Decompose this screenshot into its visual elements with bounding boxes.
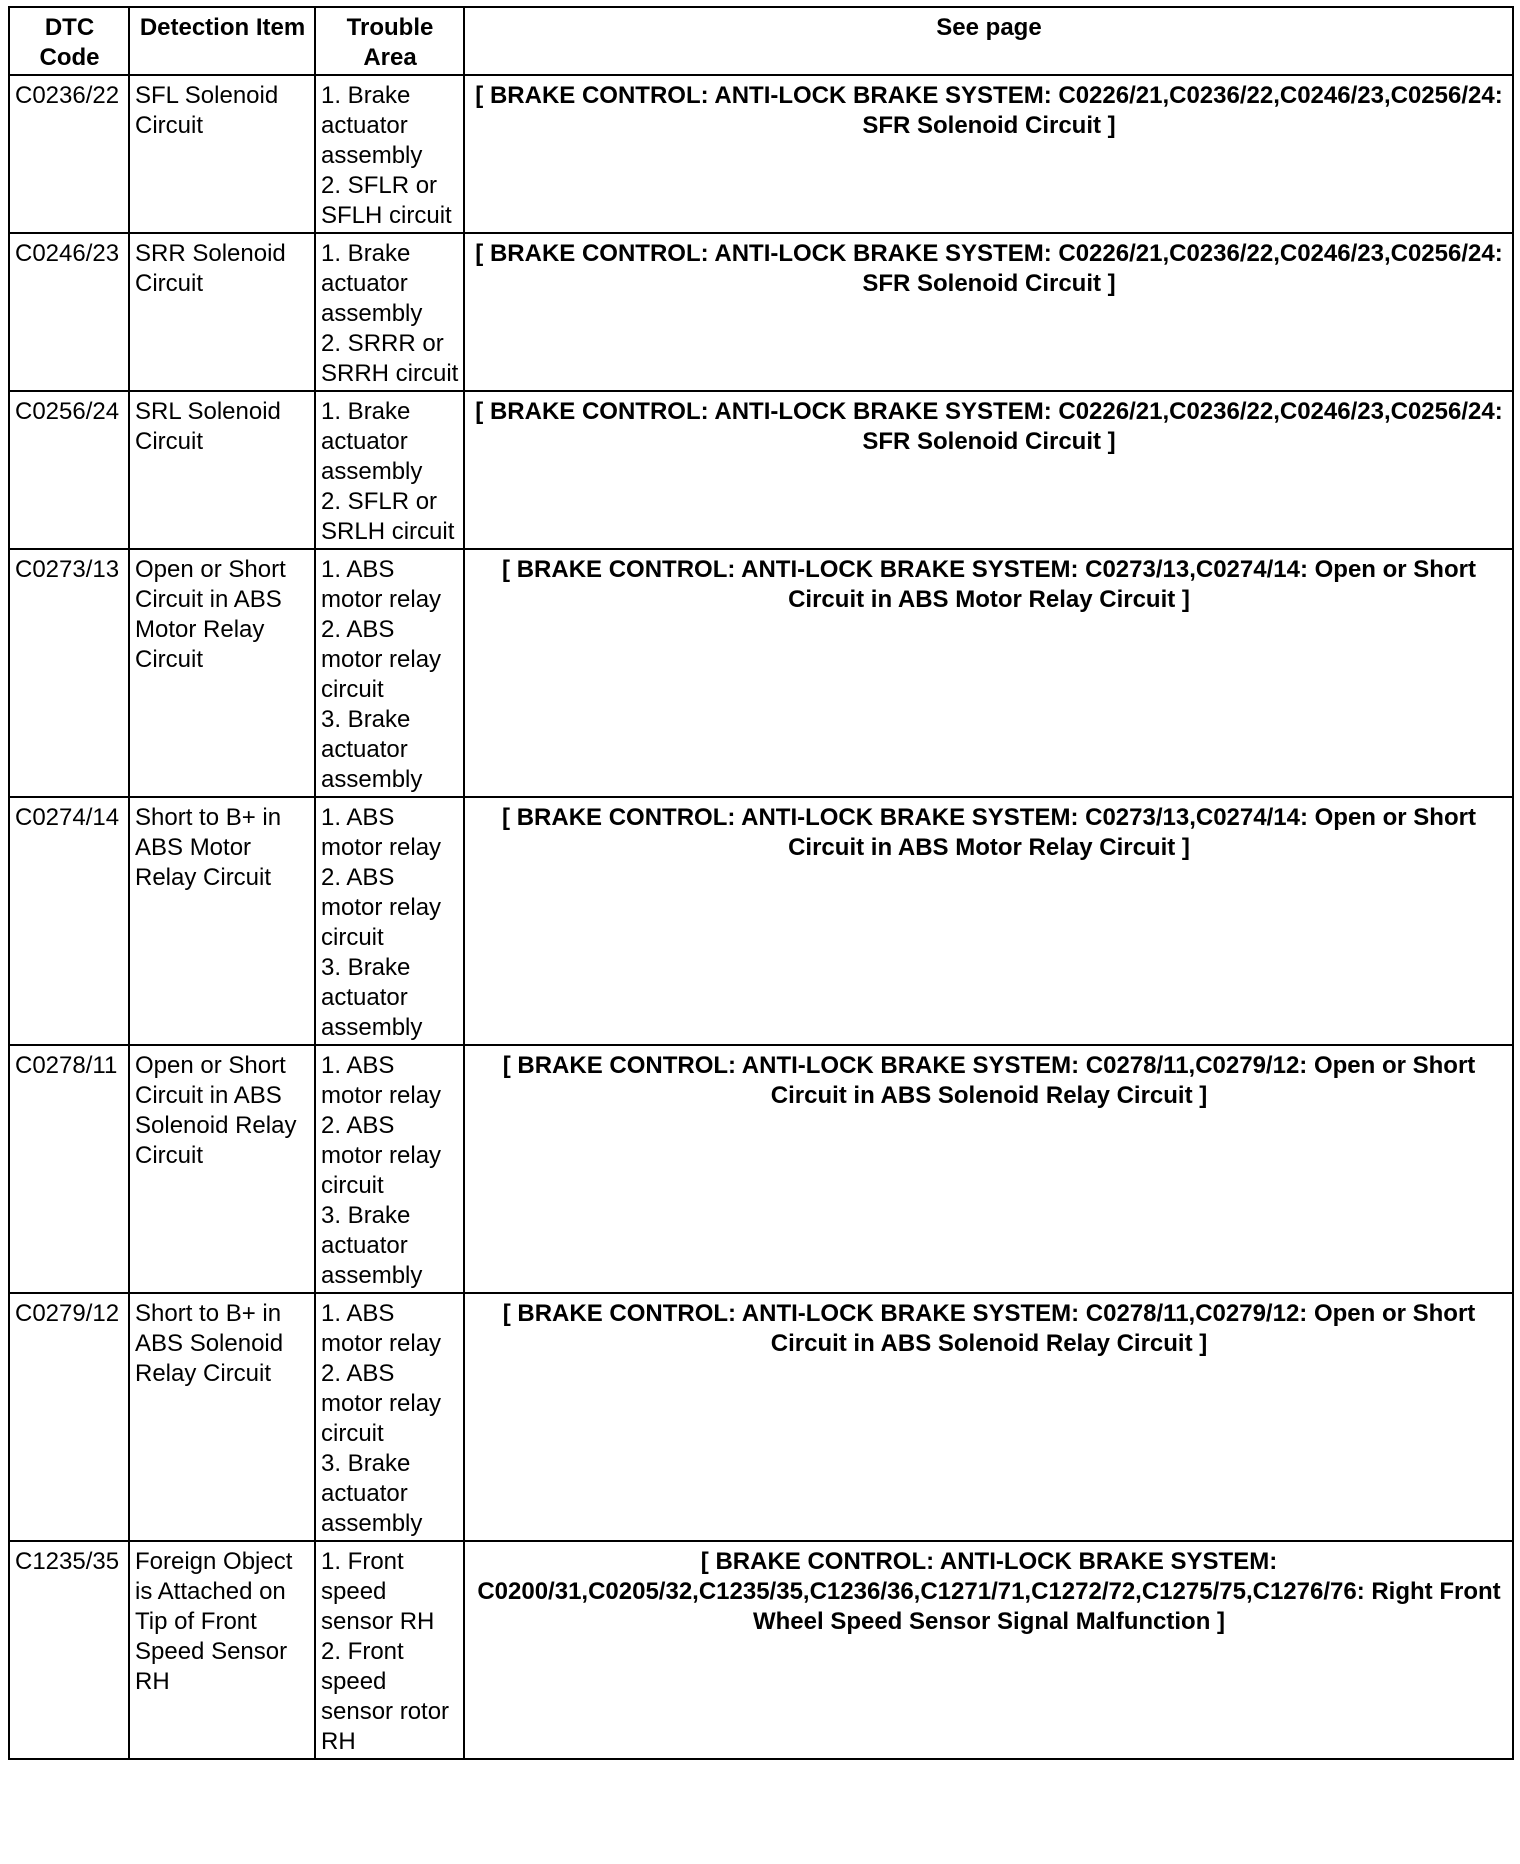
see-page-link[interactable]: [ BRAKE CONTROL: ANTI-LOCK BRAKE SYSTEM: C0200/31,C0205/32,C1235/35,C1236/36,C1271/71,C1272/72,C1275/75,C1276/76: Right Front Wheel Speed Sensor Signal Malfunction ] [464, 1541, 1513, 1759]
see-page-link[interactable]: [ BRAKE CONTROL: ANTI-LOCK BRAKE SYSTEM: C0226/21,C0236/22,C0246/23,C0256/24: SFR Solenoid Circuit ] [464, 233, 1513, 391]
table-row [9, 233, 1513, 391]
table-row [9, 797, 1513, 1045]
dtc-code-cell: C0246/23 [9, 233, 129, 391]
trouble-area-item: 1. ABS motor relay [321, 556, 442, 613]
dtc-code-cell: C0236/22 [9, 75, 129, 233]
trouble-area-item: 1. ABS motor relay [321, 804, 442, 861]
see-page-link[interactable]: [ BRAKE CONTROL: ANTI-LOCK BRAKE SYSTEM: C0278/11,C0279/12: Open or Short Circuit in ABS Solenoid Relay Circuit ] [464, 1293, 1513, 1541]
trouble-area-item: 2. SFLR or SFLH circuit [321, 172, 452, 229]
dtc-code-cell: C0278/11 [9, 1045, 129, 1293]
trouble-area-cell [315, 1293, 464, 1541]
dtc-table [8, 6, 1514, 1760]
trouble-area-cell [315, 75, 464, 233]
header-trouble-area: Trouble Area [315, 7, 464, 75]
see-page-link[interactable]: [ BRAKE CONTROL: ANTI-LOCK BRAKE SYSTEM: C0226/21,C0236/22,C0246/23,C0256/24: SFR Solenoid Circuit ] [464, 391, 1513, 549]
dtc-code-cell: C1235/35 [9, 1541, 129, 1759]
dtc-code-cell: C0256/24 [9, 391, 129, 549]
trouble-area-item: 1. ABS motor relay [321, 1300, 442, 1357]
detection-item-cell: Open or Short Circuit in ABS Solenoid Relay Circuit [129, 1045, 315, 1293]
trouble-area-item: 1. ABS motor relay [321, 1052, 442, 1109]
see-page-link[interactable]: [ BRAKE CONTROL: ANTI-LOCK BRAKE SYSTEM: C0278/11,C0279/12: Open or Short Circuit in ABS Solenoid Relay Circuit ] [464, 1045, 1513, 1293]
trouble-area-item: 2. ABS motor relay circuit [321, 1112, 442, 1199]
trouble-area-cell [315, 797, 464, 1045]
trouble-area-item: 1. Brake actuator assembly [321, 82, 423, 169]
trouble-area-item: 2. ABS motor relay circuit [321, 616, 442, 703]
table-row [9, 391, 1513, 549]
see-page-link[interactable]: [ BRAKE CONTROL: ANTI-LOCK BRAKE SYSTEM: C0226/21,C0236/22,C0246/23,C0256/24: SFR Solenoid Circuit ] [464, 75, 1513, 233]
table-body [9, 75, 1513, 1759]
trouble-area-cell [315, 549, 464, 797]
table-row [9, 1293, 1513, 1541]
trouble-area-cell [315, 1541, 464, 1759]
trouble-area-item: 1. Brake actuator assembly [321, 240, 423, 327]
detection-item-cell: Short to B+ in ABS Motor Relay Circuit [129, 797, 315, 1045]
see-page-link[interactable]: [ BRAKE CONTROL: ANTI-LOCK BRAKE SYSTEM: C0273/13,C0274/14: Open or Short Circuit in ABS Motor Relay Circuit ] [464, 549, 1513, 797]
detection-item-cell: SRL Solenoid Circuit [129, 391, 315, 549]
trouble-area-item: 1. Brake actuator assembly [321, 398, 423, 485]
table-row [9, 75, 1513, 233]
trouble-area-item: 3. Brake actuator assembly [321, 1450, 423, 1537]
see-page-link[interactable]: [ BRAKE CONTROL: ANTI-LOCK BRAKE SYSTEM: C0273/13,C0274/14: Open or Short Circuit in ABS Motor Relay Circuit ] [464, 797, 1513, 1045]
dtc-code-cell: C0274/14 [9, 797, 129, 1045]
detection-item-cell: Open or Short Circuit in ABS Motor Relay Circuit [129, 549, 315, 797]
header-see-page: See page [464, 7, 1513, 75]
detection-item-cell: SRR Solenoid Circuit [129, 233, 315, 391]
header-dtc-code: DTC Code [9, 7, 129, 75]
trouble-area-item: 3. Brake actuator assembly [321, 954, 423, 1041]
trouble-area-item: 3. Brake actuator assembly [321, 1202, 423, 1289]
detection-item-cell: Short to B+ in ABS Solenoid Relay Circuit [129, 1293, 315, 1541]
table-row [9, 1045, 1513, 1293]
detection-item-cell: Foreign Object is Attached on Tip of Front Speed Sensor RH [129, 1541, 315, 1759]
trouble-area-item: 2. Front speed sensor rotor RH [321, 1638, 450, 1755]
trouble-area-item: 3. Brake actuator assembly [321, 706, 423, 793]
trouble-area-item: 2. ABS motor relay circuit [321, 1360, 442, 1447]
trouble-area-item: 2. ABS motor relay circuit [321, 864, 442, 951]
trouble-area-item: 2. SFLR or SRLH circuit [321, 488, 455, 545]
trouble-area-item: 1. Front speed sensor RH [321, 1548, 435, 1635]
trouble-area-item: 2. SRRR or SRRH circuit [321, 330, 459, 387]
dtc-code-cell: C0279/12 [9, 1293, 129, 1541]
trouble-area-cell [315, 391, 464, 549]
header-detection-item: Detection Item [129, 7, 315, 75]
trouble-area-cell [315, 1045, 464, 1293]
table-row [9, 549, 1513, 797]
table-row [9, 1541, 1513, 1759]
dtc-code-cell: C0273/13 [9, 549, 129, 797]
header-row [9, 7, 1513, 75]
trouble-area-cell [315, 233, 464, 391]
detection-item-cell: SFL Solenoid Circuit [129, 75, 315, 233]
